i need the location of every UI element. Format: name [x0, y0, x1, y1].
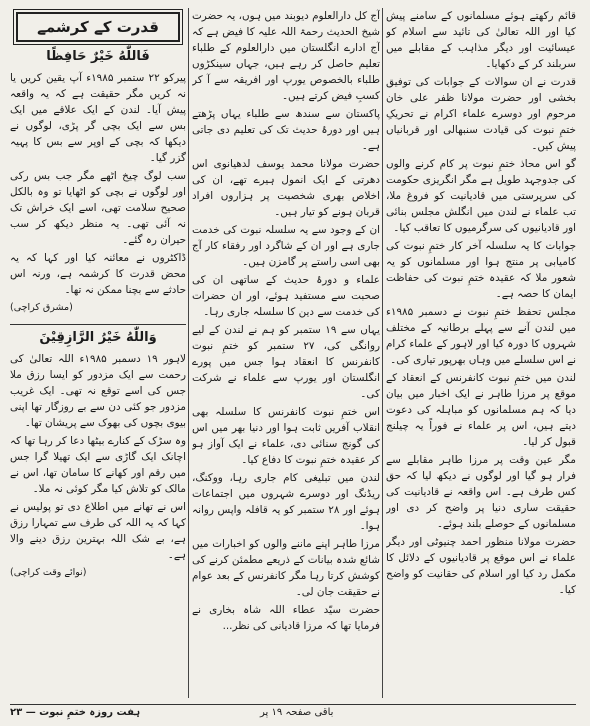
article-paragraph: قدرت نے ان سوالات کے جوابات کی توفیق بخشی اور حضرت مولانا ظفر علی خان مرحوم اور دوسرے علماء اکرام نے تحریکِ ختمِ نبوت کی قیادت سنبھالی اور قربانیاں پیش کیں۔ [386, 76, 576, 152]
continued-note: باقی صفحہ ۱۹ پر [260, 707, 334, 718]
article-paragraph: قائم رکھتے ہوئے مسلمانوں کے سامنے پیش کیا اور اللہ تعالیٰ کی تائید سے اسلام کو عیسائیت اور دیگر مذاہب کے مقابلے میں سربلند کر کے دکھایا۔ [386, 10, 576, 70]
article-paragraph: علماء و دورۂ حدیث کے ساتھی ان کی صحبت سے مستفید ہوئے، اور ان حضرات کی خدمت سے دین کا سلسلہ جاری رہا۔ [192, 274, 380, 318]
section-heading-1: فَاللّٰهُ خَیْرٌ حَافِظًا [46, 49, 150, 64]
article-paragraph: آج کل دارالعلوم دیوبند میں ہوں، یہ حضرت شیخ الحدیث رحمۃ اللہ علیہ کا فیض ہے کہ آج ادارے انگلستان میں دارالعلوم کے طلباء تعلیم حاصل کر رہے ہیں، جہاں سینکڑوں طلباء بالخصوص یورپ اور افریقہ سے آ کر کسبِ فیض کرتے ہیں۔ [192, 10, 380, 102]
feature-paragraph: ڈاکٹروں نے معائنہ کیا اور کہا کہ یہ محض قدرت کا کرشمہ ہے، ورنہ اس حادثے سے بچنا ممکن نہ تھا۔ [10, 252, 186, 296]
section-heading-2: وَاللّٰهُ خَیْرُ الرَّازِقِیْنَ [10, 324, 186, 347]
column-divider [188, 8, 189, 698]
feature-paragraph: اس نے تھانے میں اطلاع دی تو پولیس نے کہا کہ یہ اللہ کی طرف سے تمہارا رزق ہے، بے شک اللہ بہترین رزق دینے والا ہے۔ [10, 501, 186, 561]
source-credit: (نوائے وقت کراچی) [10, 567, 87, 578]
middle-column-article [192, 8, 380, 698]
feature-paragraph: وہ سڑک کے کنارے بیٹھا دعا کر رہا تھا کہ اچانک ایک گاڑی سے ایک تھیلا گرا جس میں رقم اور کھانے کا سامان تھا، اس نے مالک کو تلاش کیا مگر کوئی نہ ملا۔ [10, 435, 186, 495]
article-paragraph: حضرت مولانا منظور احمد چنیوٹی اور دیگر علماء نے اس موقع پر قادیانیوں کے دلائل کا مکمل رد کیا اور اسلام کی حقانیت کو واضح کیا۔ [386, 536, 576, 596]
newspaper-page [10, 8, 576, 698]
feature-paragraph: پیرکو ۲۲ ستمبر ۱۹۸۵ء آپ یقین کریں یا نہ کریں مگر حقیقت ہے کہ یہ واقعہ پیش آیا۔ لندن کے ایک علاقے میں ایک بس سے ایک بچی گر پڑی، لوگوں نے دیکھا کہ بچی کے اوپر سے بس کا پہیہ گزر گیا۔ [10, 72, 186, 164]
feature-paragraph: سب لوگ چیخ اٹھے مگر جب بس رکی اور لوگوں نے بچی کو اٹھایا تو وہ بالکل صحیح سلامت تھی، اسے ایک خراش تک نہ آئی تھی۔ یہ منظر دیکھ کر سب حیران رہ گئے۔ [10, 170, 186, 246]
feature-paragraph: لاہور ۱۹ دسمبر ۱۹۸۵ء اللہ تعالیٰ کی رحمت سے ایک مزدور کو ایسا رزق ملا جس کی اسے توقع نہ تھی۔ ایک غریب مزدور جو کئی دن سے بے روزگار تھا اپنی بیوی بچوں کی بھوک سے پریشان تھا۔ [10, 353, 186, 429]
article-paragraph: جوابات کا یہ سلسلہ آخر کار ختمِ نبوت کی کامیابی پر منتج ہوا اور مسلمانوں کو یہ شعور ملا کہ عقیدہ ختمِ نبوت کی حفاظت ایمان کا حصہ ہے۔ [386, 240, 576, 300]
publication-name: ہفت روزہ ختمِ نبوت — ۲۳ [10, 707, 141, 718]
article-paragraph: پاکستان سے سندھ سے طلباء یہاں پڑھتے ہیں اور دورۂ حدیث تک کی تعلیم دی جاتی ہے۔ [192, 108, 380, 152]
article-paragraph: لندن میں ختمِ نبوت کانفرنس کے انعقاد کے موقع پر مرزا طاہر نے ایک اخبار میں بیان دیا کہ ہم مسلمانوں کو مباہلہ کی دعوت دیتے ہیں، اس پر علماء نے فوراً یہ چیلنج قبول کر لیا۔ [386, 372, 576, 448]
article-paragraph: ان کے وجود سے یہ سلسلہ نبوت کی خدمت جاری ہے اور ان کے شاگرد اور رفقاء کار آج بھی اسی راستے پر گامزن ہیں۔ [192, 224, 380, 268]
left-column-feature [10, 8, 186, 698]
article-paragraph: حضرت مولانا محمد یوسف لدھیانوی اس دھرتی کے ایک انمول ہیرے تھے، ان کی اخلاص بھری شخصیت پر ہزاروں افراد قربان ہونے کو تیار ہیں۔ [192, 158, 380, 218]
article-paragraph: حضرت سیّد عطاء اللہ شاہ بخاری نے فرمایا تھا کہ مرزا قادیانی کی نظر... [192, 604, 380, 632]
source-credit: (مشرق کراچی) [10, 302, 73, 313]
article-paragraph: لندن میں تبلیغی کام جاری رہا، ووکنگ، ریڈنگ اور دوسرے شہروں میں اجتماعات ہوئے اور ۲۸ ستمبر کو یہ قافلہ واپس روانہ ہوا۔ [192, 472, 380, 532]
column-divider [382, 8, 383, 698]
article-paragraph: یہاں سے ۱۹ ستمبر کو ہم نے لندن کے لیے روانگی کی، ۲۷ ستمبر کو ختمِ نبوت کانفرنس کا انعقاد ہوا جس میں پورے انگلستان اور یورپ سے علماء نے شرکت کی۔ [192, 324, 380, 400]
page-footer [10, 704, 576, 721]
article-paragraph: اس ختمِ نبوت کانفرنس کا سلسلہ بھی انقلاب آفریں ثابت ہوا اور دنیا بھر میں اس کی گونج سنائی دی، علماء نے ایک آواز ہو کر عقیدہ ختمِ نبوت کا دفاع کیا۔ [192, 406, 380, 466]
article-paragraph: گو اس محاذ ختمِ نبوت پر کام کرنے والوں کی جدوجہد طویل ہے مگر انگریزی حکومت کی سرپرستی میں قادیانیت کو فروغ ملا، تب علماء نے لندن میں انگلش مجلس بنائی اور قادیانیوں کی سرگرمیوں کا تعاقب کیا۔ [386, 158, 576, 234]
article-paragraph: مرزا طاہر اپنے ماننے والوں کو اخبارات میں شائع شدہ بیانات کے ذریعے مطمئن کرنے کی کوشش کرتا رہا مگر کانفرنس کے بعد عوام نے حقیقت جان لی۔ [192, 538, 380, 598]
feature-title-box: قدرت کے کرشمے [16, 12, 180, 42]
article-paragraph: مجلس تحفظ ختمِ نبوت نے دسمبر ۱۹۸۵ء میں لندن آنے سے پہلے برطانیہ کے مختلف شہروں کا دورہ کیا اور لاہور کے علماء کرام نے اس سلسلے میں وہاں بھرپور تیاری کی۔ [386, 306, 576, 366]
article-paragraph: مگر عین وقت پر مرزا طاہر مقابلے سے فرار ہو گیا اور لوگوں نے دیکھ لیا کہ حق کس طرف ہے۔ اس واقعہ نے قادیانیت کی حقیقت ساری دنیا پر واضح کر دی اور مسلمانوں کے حوصلے بلند ہوئے۔ [386, 454, 576, 530]
right-column-article [386, 8, 576, 698]
